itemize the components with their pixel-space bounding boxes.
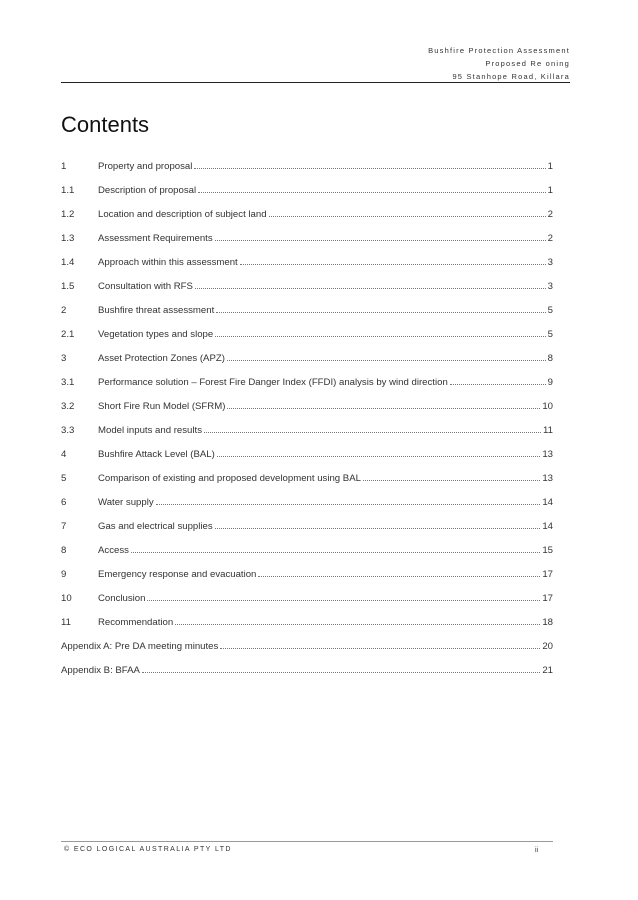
header-document-title: Bushfire Protection Assessment [428,46,570,55]
toc-number: 3.1 [61,377,75,388]
toc-leader [269,216,546,217]
toc-number: 11 [61,617,71,628]
header-divider [61,82,570,83]
toc-entry[interactable] [61,470,553,484]
toc-page: 15 [542,545,553,556]
toc-page: 17 [542,593,553,604]
toc-appendix-entry[interactable] [61,662,553,676]
toc-leader [258,576,540,577]
toc-number: 4 [61,449,67,460]
toc-page: 2 [547,233,553,244]
toc-page: 5 [547,305,553,316]
header-project: Proposed Re oning [485,59,570,68]
toc-label: Property and proposal [98,161,193,172]
toc-label: Gas and electrical supplies [98,521,213,532]
toc-label: Vegetation types and slope [98,329,214,340]
toc-label: Approach within this assessment [98,257,238,268]
toc-leader [450,384,546,385]
footer-copyright: © ECO LOGICAL AUSTRALIA PTY LTD [64,846,232,853]
toc-number: 2 [61,305,67,316]
toc-entry[interactable] [61,398,553,412]
toc-page: 14 [542,521,553,532]
toc-page: 2 [547,209,553,220]
toc-page: 5 [547,329,553,340]
toc-page: 17 [542,569,553,580]
toc-entry[interactable] [61,350,553,364]
toc-label: Consultation with RFS [98,281,193,292]
toc-number: 1.5 [61,281,75,292]
toc-entry[interactable] [61,254,553,268]
toc-label: Bushfire Attack Level (BAL) [98,449,215,460]
toc-number: 5 [61,473,67,484]
toc-leader [227,360,546,361]
toc-label: Asset Protection Zones (APZ) [98,353,225,364]
toc-number: 1.1 [61,185,75,196]
table-of-contents [61,158,553,686]
toc-page: 1 [547,185,553,196]
toc-leader [216,312,545,313]
toc-page: 1 [547,161,553,172]
toc-number: 1 [61,161,67,172]
toc-label: Model inputs and results [98,425,202,436]
toc-entry[interactable] [61,182,553,196]
toc-entry[interactable] [61,374,553,388]
toc-page: 10 [542,401,553,412]
toc-appendix-label: Appendix A: Pre DA meeting minutes [61,641,219,652]
toc-leader [131,552,540,553]
toc-label: Conclusion [98,593,146,604]
toc-entry[interactable] [61,278,553,292]
toc-number: 7 [61,521,67,532]
toc-entry[interactable] [61,302,553,316]
toc-page: 21 [542,665,553,676]
toc-leader [227,408,540,409]
toc-page: 18 [542,617,553,628]
toc-leader [215,528,541,529]
toc-page: 3 [547,257,553,268]
toc-entry[interactable] [61,590,553,604]
toc-entry[interactable] [61,326,553,340]
toc-appendix-entry[interactable] [61,638,553,652]
toc-leader [220,648,540,649]
toc-page: 11 [543,425,553,436]
toc-label: Emergency response and evacuation [98,569,257,580]
toc-page: 3 [547,281,553,292]
toc-label: Performance solution – Forest Fire Danger Index (FFDI) analysis by wind direction [98,377,448,388]
toc-entry[interactable] [61,518,553,532]
toc-entry[interactable] [61,566,553,580]
toc-label: Comparison of existing and proposed development using BAL [98,473,361,484]
toc-leader [142,672,540,673]
toc-label: Bushfire threat assessment [98,305,215,316]
toc-leader [198,192,546,193]
toc-entry[interactable] [61,446,553,460]
toc-number: 1.3 [61,233,75,244]
toc-page: 13 [542,449,553,460]
toc-leader [215,336,545,337]
toc-label: Location and description of subject land [98,209,267,220]
toc-leader [215,240,546,241]
footer-divider [61,841,553,842]
toc-number: 3.3 [61,425,75,436]
toc-leader [175,624,540,625]
toc-number: 9 [61,569,67,580]
toc-entry[interactable] [61,614,553,628]
toc-leader [194,168,545,169]
toc-leader [240,264,546,265]
toc-label: Access [98,545,129,556]
toc-leader [217,456,541,457]
toc-leader [204,432,541,433]
toc-page: 8 [547,353,553,364]
toc-number: 2.1 [61,329,75,340]
toc-label: Recommendation [98,617,174,628]
toc-page: 13 [542,473,553,484]
toc-entry[interactable] [61,206,553,220]
toc-entry[interactable] [61,494,553,508]
toc-label: Short Fire Run Model (SFRM) [98,401,226,412]
toc-leader [363,480,540,481]
toc-appendix-label: Appendix B: BFAA [61,665,140,676]
toc-entry[interactable] [61,542,553,556]
toc-number: 1.4 [61,257,75,268]
toc-number: 10 [61,593,72,604]
toc-number: 6 [61,497,67,508]
toc-number: 1.2 [61,209,75,220]
footer-page-number: ii [535,847,539,854]
toc-label: Assessment Requirements [98,233,213,244]
toc-number: 3.2 [61,401,75,412]
toc-leader [147,600,540,601]
toc-label: Description of proposal [98,185,197,196]
header-address: 95 Stanhope Road, Killara [452,72,570,81]
page-title: Contents [61,112,150,137]
toc-number: 3 [61,353,67,364]
toc-leader [156,504,541,505]
toc-page: 9 [547,377,553,388]
toc-label: Water supply [98,497,154,508]
toc-page: 14 [542,497,553,508]
toc-entry[interactable] [61,158,553,172]
toc-leader [195,288,546,289]
toc-entry[interactable] [61,230,553,244]
toc-entry[interactable] [61,422,553,436]
toc-page: 20 [542,641,553,652]
running-header [428,44,570,83]
toc-number: 8 [61,545,67,556]
